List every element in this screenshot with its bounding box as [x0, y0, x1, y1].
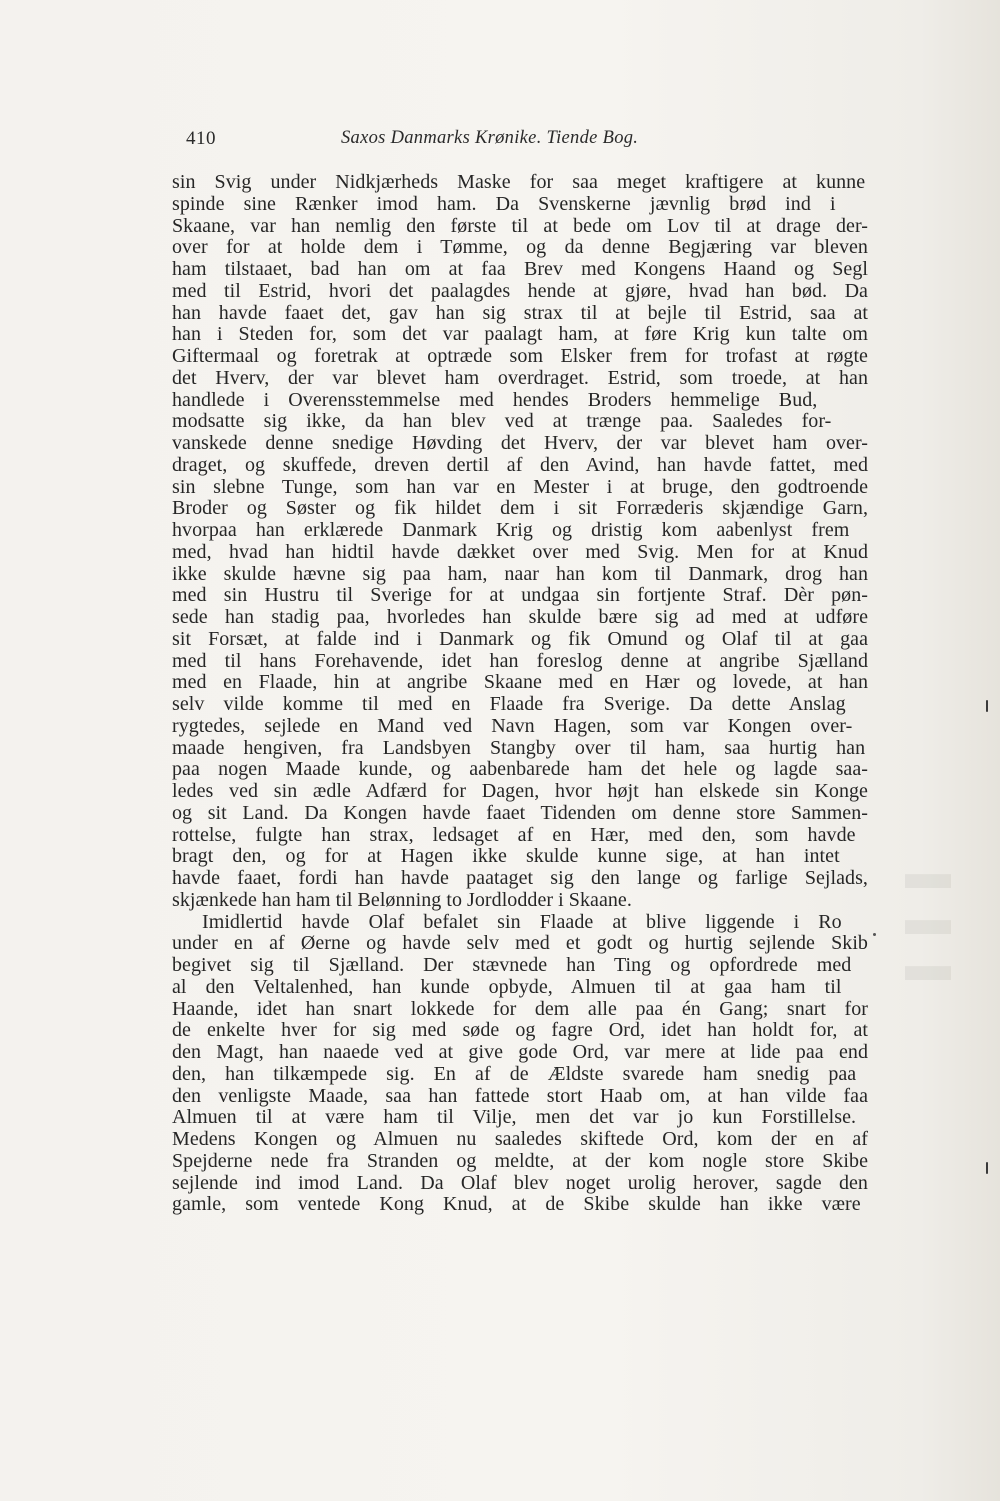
- running-title: Saxos Danmarks Krønike. Tiende Bog.: [341, 128, 639, 148]
- running-header: [186, 128, 706, 154]
- text-line: og sit Land. Da Kongen havde faaet Tidenden om denne store Sammen-: [172, 801, 868, 824]
- text-line: ham tilstaaet, bad han om at faa Brev med Kongens Haand og Segl: [172, 258, 868, 280]
- text-line: gamle, som ventede Kong Knud, at de Skibe skulde han ikke være: [172, 1193, 861, 1216]
- text-line: selv vilde komme til med en Flaade fra Sverige. Da dette Anslag: [172, 693, 846, 715]
- text-line: den Magt, han naaede ved at give gode Ord, var mere at lide paa end: [172, 1041, 868, 1063]
- text-line: sin slebne Tunge, som han var en Mester i at bruge, den godtroende: [172, 475, 868, 498]
- text-line: med sin Hustru til Sverige for at undgaa sin fortjente Straf. Dèr pøn-: [172, 584, 868, 607]
- text-line: ikke skulde hævne sig paa ham, naar han kom til Danmark, drog han: [172, 562, 868, 585]
- text-line: han i Steden for, som det var paalagt ham, at føre Krig kun talte om: [172, 323, 868, 346]
- text-line: modsatte sig ikke, da han blev ved at trænge paa. Saaledes for-: [172, 410, 832, 433]
- text-line: Skaane, var han nemlig den første til at bede om Lov til at drage der-: [172, 214, 868, 237]
- text-line: al den Veltalenhed, han kunde opbyde, Almuen til at gaa ham til: [172, 975, 842, 998]
- text-line: over for at holde dem i Tømme, og da denne Begjæring var bleven: [172, 236, 868, 259]
- text-line: sin Svig under Nidkjærheds Maske for saa meget kraftigere at kunne: [172, 171, 866, 193]
- text-line: sit Forsæt, at falde ind i Danmark og fik Omund og Olaf til at gaa: [172, 627, 868, 650]
- margin-mark: [986, 700, 988, 712]
- text-line: spinde sine Rænker imod ham. Da Svenskerne jævnlig brød ind i: [172, 192, 836, 215]
- text-line: vanskede denne snedige Høvding det Hverv, der var blevet ham over-: [172, 432, 868, 454]
- text-line: den venligste Maade, saa han fattede stort Haab om, at han vilde faa: [172, 1084, 868, 1107]
- text-line: ledes ved sin ædle Adfærd for Dagen, hvor højt han elskede sin Konge: [172, 780, 868, 802]
- text-line: havde faaet, fordi han havde paataget sig den lange og farlige Sejlads,: [172, 867, 868, 889]
- text-line: Spejderne nede fra Stranden og meldte, at der kom nogle store Skibe: [172, 1149, 868, 1172]
- text-line: under en af Øerne og havde selv med et godt og hurtig sejlende Skib: [172, 932, 868, 955]
- text-line: hvorpaa han erklærede Danmark Krig og dristig kom aabenlyst frem: [172, 519, 850, 541]
- text-line: de enkelte hver for sig med søde og fagre Ord, idet han holdt for, at: [172, 1019, 868, 1042]
- text-line: handlede i Overensstemmelse med hendes Broders hemmelige Bud,: [172, 388, 818, 411]
- text-line: med til hans Forehavende, idet han foreslog denne at angribe Sjælland: [172, 649, 868, 672]
- text-line: med til Estrid, hvori det paalagdes hende at gjøre, hvad han bød. Da: [172, 279, 868, 302]
- text-line: draget, og skuffede, dreven dertil af den Avind, han havde fattet, med: [172, 453, 868, 476]
- text-line: med en Flaade, hin at angribe Skaane med en Hær og lovede, at han: [172, 671, 868, 694]
- text-line: med, hvad han hidtil havde dækket over med Svig. Men for at Knud: [172, 540, 868, 563]
- text-line: rygtedes, sejlede en Mand ved Navn Hagen, som var Kongen over-: [172, 714, 853, 737]
- text-line: Giftermaal og foretrak at optræde som Elsker frem for trofast at røgte: [172, 345, 868, 367]
- text-line: Almuen til at være ham til Vilje, men det var jo kun Forstillelse.: [172, 1106, 857, 1129]
- text-line: Imidlertid havde Olaf befalet sin Flaade at blive liggende i Ro: [202, 910, 842, 933]
- text-line: skjænkede han ham til Belønning to Jordlodder i Skaane.: [172, 888, 632, 911]
- text-line: Haande, idet han snart lokkede for dem alle paa én Gang; snart for: [172, 997, 868, 1020]
- text-line: den, han tilkæmpede sig. En af de Ældste svarede ham snedig paa: [172, 1062, 857, 1085]
- show-through-ink: ▬ ▬ ▬: [905, 847, 951, 990]
- text-line: Medens Kongen og Almuen nu saaledes skiftede Ord, kom der en af: [172, 1128, 868, 1150]
- margin-dot: [873, 933, 876, 936]
- text-line: rottelse, fulgte han strax, ledsaget af en Hær, med den, som havde: [172, 823, 856, 846]
- page-number: 410: [186, 128, 216, 149]
- text-line: paa nogen Maade kunde, og aabenbarede ham det hele og lagde saa-: [172, 758, 868, 781]
- text-line: han havde faaet det, gav han sig strax til at bejle til Estrid, saa at: [172, 301, 868, 324]
- text-line: Broder og Søster og fik hildet dem i sit Forræderis skjændige Garn,: [172, 497, 868, 520]
- margin-mark: [986, 1162, 988, 1174]
- body-text: [172, 172, 868, 1216]
- text-line: det Hverv, der var blevet ham overdraget. Estrid, som troede, at han: [172, 366, 868, 389]
- text-line: sejlende ind imod Land. Da Olaf blev noget urolig herover, sagde den: [172, 1171, 868, 1194]
- text-line: bragt den, og for at Hagen ikke skulde kunne sige, at han intet: [172, 845, 840, 868]
- text-line: maade hengiven, fra Landsbyen Stangby over til ham, saa hurtig han: [172, 736, 866, 759]
- text-line: sede han stadig paa, hvorledes han skulde bære sig ad med at udføre: [172, 606, 868, 628]
- text-line: begivet sig til Sjælland. Der stævnede han Ting og opfordrede med: [172, 954, 852, 976]
